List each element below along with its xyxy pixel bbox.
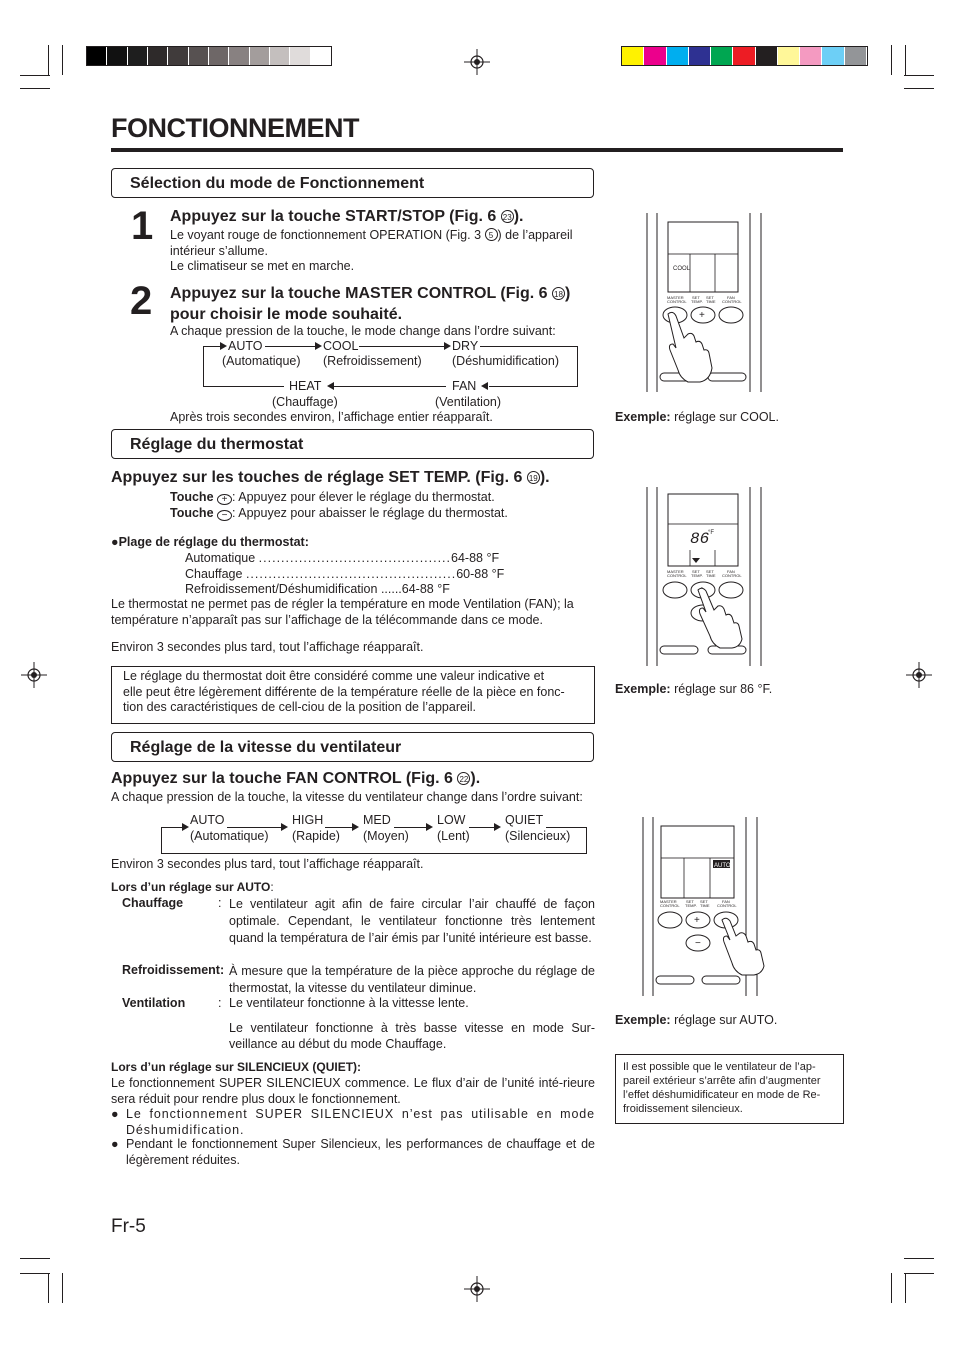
registration-mark-icon bbox=[906, 662, 932, 688]
svg-text:TEMP.: TEMP. bbox=[691, 573, 703, 578]
example-caption: Exemple: réglage sur 86 °F. bbox=[615, 682, 773, 696]
auto-title: Lors d’un réglage sur AUTO: bbox=[111, 880, 274, 894]
svg-text:TEMP.: TEMP. bbox=[685, 903, 697, 908]
touche-plus: Touche + : Appuyez pour élever le réglage du thermostat. bbox=[170, 490, 495, 505]
remote-control-figure bbox=[640, 484, 770, 669]
remote-control-figure bbox=[636, 814, 766, 999]
step1-text: Le voyant rouge de fonctionnement OPERATION (Fig. 3 5 ) de l’appareil intérieur s’allume. Le climatiseur se met en marche. bbox=[170, 228, 573, 273]
svg-text:TIME: TIME bbox=[700, 903, 710, 908]
svg-text:+: + bbox=[694, 915, 700, 926]
color-swatch bbox=[711, 47, 732, 65]
step2-after: Après trois secondes environ, l’affichage entier réapparaît. bbox=[170, 410, 493, 424]
color-swatch bbox=[822, 47, 843, 65]
quiet-text: Le fonctionnement SUPER SILENCIEUX commence. Le flux d’air de l’unité inté-rieure sera réduit pour rendre plus doux le fonctionnement. bbox=[111, 1076, 595, 1106]
color-swatch bbox=[689, 47, 710, 65]
section-header-mode: Sélection du mode de Fonctionnement bbox=[111, 168, 594, 198]
color-swatch bbox=[229, 47, 248, 65]
color-swatch bbox=[778, 47, 799, 65]
svg-text:FAN: FAN bbox=[727, 569, 735, 574]
chauffage-text: Le ventilateur agit afin de faire circular l’air chauffé de façon optimale. Cependant, le ventilateur fonctionne très lentement quand la températura de l’air émis par l’unité intérieure est basse. bbox=[229, 897, 595, 945]
color-swatch bbox=[800, 47, 821, 65]
fan-after: Environ 3 secondes plus tard, tout l’affichage réapparaît. bbox=[111, 857, 424, 871]
range-row: Automatique ...........................................64-88 °F bbox=[185, 551, 500, 565]
svg-text:CONTROL: CONTROL bbox=[722, 299, 742, 304]
svg-text:CONTROL: CONTROL bbox=[667, 573, 687, 578]
step2-title: Appuyez sur la touche MASTER CONTROL (Fig. 6 18 ) pour choisir le mode souhaité. bbox=[170, 285, 571, 323]
section-header-thermostat: Réglage du thermostat bbox=[111, 429, 594, 459]
page-number: Fr-5 bbox=[111, 1216, 146, 1237]
thermostat-note-box: Le réglage du thermostat doit être considéré comme une valeur indicative et elle peut être légèrement différente de la température réelle de la pièce en fonc- tion des caractéristiques de cell-ciou de la position de l’appareil. bbox=[111, 666, 595, 724]
svg-text:FAN: FAN bbox=[727, 295, 735, 300]
ref-number: 23 bbox=[501, 210, 514, 223]
quiet-title: Lors d’un réglage sur SILENCIEUX (QUIET): bbox=[111, 1060, 362, 1074]
step-number: 2 bbox=[130, 279, 153, 323]
svg-text:CONTROL: CONTROL bbox=[722, 573, 742, 578]
remote-control-figure bbox=[640, 210, 770, 395]
svg-text:CONTROL: CONTROL bbox=[667, 299, 687, 304]
color-swatch bbox=[733, 47, 754, 65]
svg-text:SET: SET bbox=[706, 569, 714, 574]
color-swatch bbox=[128, 47, 147, 65]
quiet-bullet: Pendant le fonctionnement Super Silencieux, les performances de chauffage et de légèrement réduites. bbox=[126, 1137, 595, 1167]
registration-mark-icon bbox=[464, 1276, 490, 1302]
refroid-text: À mesure que la température de la pièce approche du réglage de thermostat, la vitesse du ventilateur diminue. bbox=[229, 964, 595, 995]
svg-text:TIME: TIME bbox=[706, 573, 716, 578]
page-title: FONCTIONNEMENT bbox=[111, 113, 359, 143]
side-note-box: Il est possible que le ventilateur de l’ap-pareil extérieur s’arrête afin d’augmenter l’effet déshumidificateur en mode de Re-froidissement silencieux. bbox=[615, 1054, 844, 1124]
svg-text:SET: SET bbox=[692, 295, 700, 300]
color-swatch bbox=[311, 47, 330, 65]
display-unit: °F bbox=[708, 530, 715, 536]
svg-text:SET: SET bbox=[686, 899, 694, 904]
fan-text: A chaque pression de la touche, la vitesse du ventilateur change dans l’ordre suivant: bbox=[111, 790, 583, 804]
fan-instruction: Appuyez sur la touche FAN CONTROL (Fig. 6 22 ). bbox=[111, 770, 481, 787]
color-swatch bbox=[168, 47, 187, 65]
refroid-label: Refroidissement: bbox=[122, 963, 225, 977]
color-swatch bbox=[667, 47, 688, 65]
color-swatch bbox=[756, 47, 777, 65]
svg-text:SET: SET bbox=[706, 295, 714, 300]
quiet-bullet: Le fonctionnement SUPER SILENCIEUX n’est pas utilisable en mode Déshumidification. bbox=[126, 1107, 595, 1137]
color-swatch bbox=[250, 47, 269, 65]
color-swatch bbox=[87, 47, 106, 65]
color-swatch bbox=[290, 47, 309, 65]
svg-text:CONTROL: CONTROL bbox=[660, 903, 680, 908]
step-number: 1 bbox=[131, 204, 154, 248]
color-swatch bbox=[189, 47, 208, 65]
svg-text:−: − bbox=[695, 938, 701, 949]
fan-note: Le thermostat ne permet pas de régler la température en mode Ventilation (FAN); la température n’apparaît pas sur l’affichage de la télécommande dans ce mode. bbox=[111, 597, 574, 627]
grayscale-calibration-bar bbox=[86, 46, 332, 66]
vent-text: Le ventilateur fonctionne à la vittesse lente. bbox=[229, 996, 469, 1010]
touche-minus: Touche − : Appuyez pour abaisser le réglage du thermostat. bbox=[170, 506, 508, 521]
svg-text:MASTER: MASTER bbox=[667, 295, 684, 300]
registration-mark-icon bbox=[21, 662, 47, 688]
svg-text:TEMP.: TEMP. bbox=[691, 299, 703, 304]
range-title: ●Plage de réglage du thermostat: bbox=[111, 535, 309, 549]
vent-label: Ventilation bbox=[122, 996, 186, 1010]
color-swatch bbox=[845, 47, 866, 65]
color-swatch bbox=[209, 47, 228, 65]
title-rule bbox=[111, 148, 843, 152]
range-row: Refroidissement/Déshumidification ......64-88 °F bbox=[185, 582, 450, 596]
color-swatch bbox=[148, 47, 167, 65]
thermostat-after: Environ 3 secondes plus tard, tout l’affichage réapparaît. bbox=[111, 640, 424, 654]
display-fan-text: AUTO bbox=[714, 863, 731, 869]
registration-mark-icon bbox=[464, 49, 490, 75]
svg-text:MASTER: MASTER bbox=[667, 569, 684, 574]
svg-text:CONTROL: CONTROL bbox=[717, 903, 737, 908]
display-mode-text: COOL bbox=[673, 266, 691, 272]
svg-text:SET: SET bbox=[700, 899, 708, 904]
range-row: Chauffage ...............................................60-88 °F bbox=[185, 567, 505, 581]
color-swatch bbox=[622, 47, 643, 65]
svg-text:FAN: FAN bbox=[722, 899, 730, 904]
color-swatch bbox=[107, 47, 126, 65]
step2-text: A chaque pression de la touche, le mode change dans l’ordre suivant: bbox=[170, 324, 556, 338]
chauffage-label: Chauffage bbox=[122, 896, 184, 910]
thermostat-instruction: Appuyez sur les touches de réglage SET TEMP. (Fig. 6 19 ). bbox=[111, 469, 550, 486]
svg-text:TIME: TIME bbox=[706, 299, 716, 304]
section-header-fan: Réglage de la vitesse du ventilateur bbox=[111, 732, 594, 762]
color-calibration-bar bbox=[621, 46, 868, 66]
surveillance-text: Le ventilateur fonctionne à très basse vitesse en mode Sur-veillance au début du mode Chauffage. bbox=[229, 1021, 595, 1051]
display-temperature: 86 bbox=[690, 530, 710, 548]
example-caption: Exemple: réglage sur AUTO. bbox=[615, 1013, 778, 1027]
color-swatch bbox=[644, 47, 665, 65]
color-swatch bbox=[270, 47, 289, 65]
svg-text:MASTER: MASTER bbox=[660, 899, 677, 904]
svg-text:+: + bbox=[699, 310, 705, 321]
svg-text:SET: SET bbox=[692, 569, 700, 574]
example-caption: Exemple: réglage sur COOL. bbox=[615, 410, 779, 424]
step1-title: Appuyez sur la touche START/STOP (Fig. 6 23 ). bbox=[170, 208, 524, 225]
